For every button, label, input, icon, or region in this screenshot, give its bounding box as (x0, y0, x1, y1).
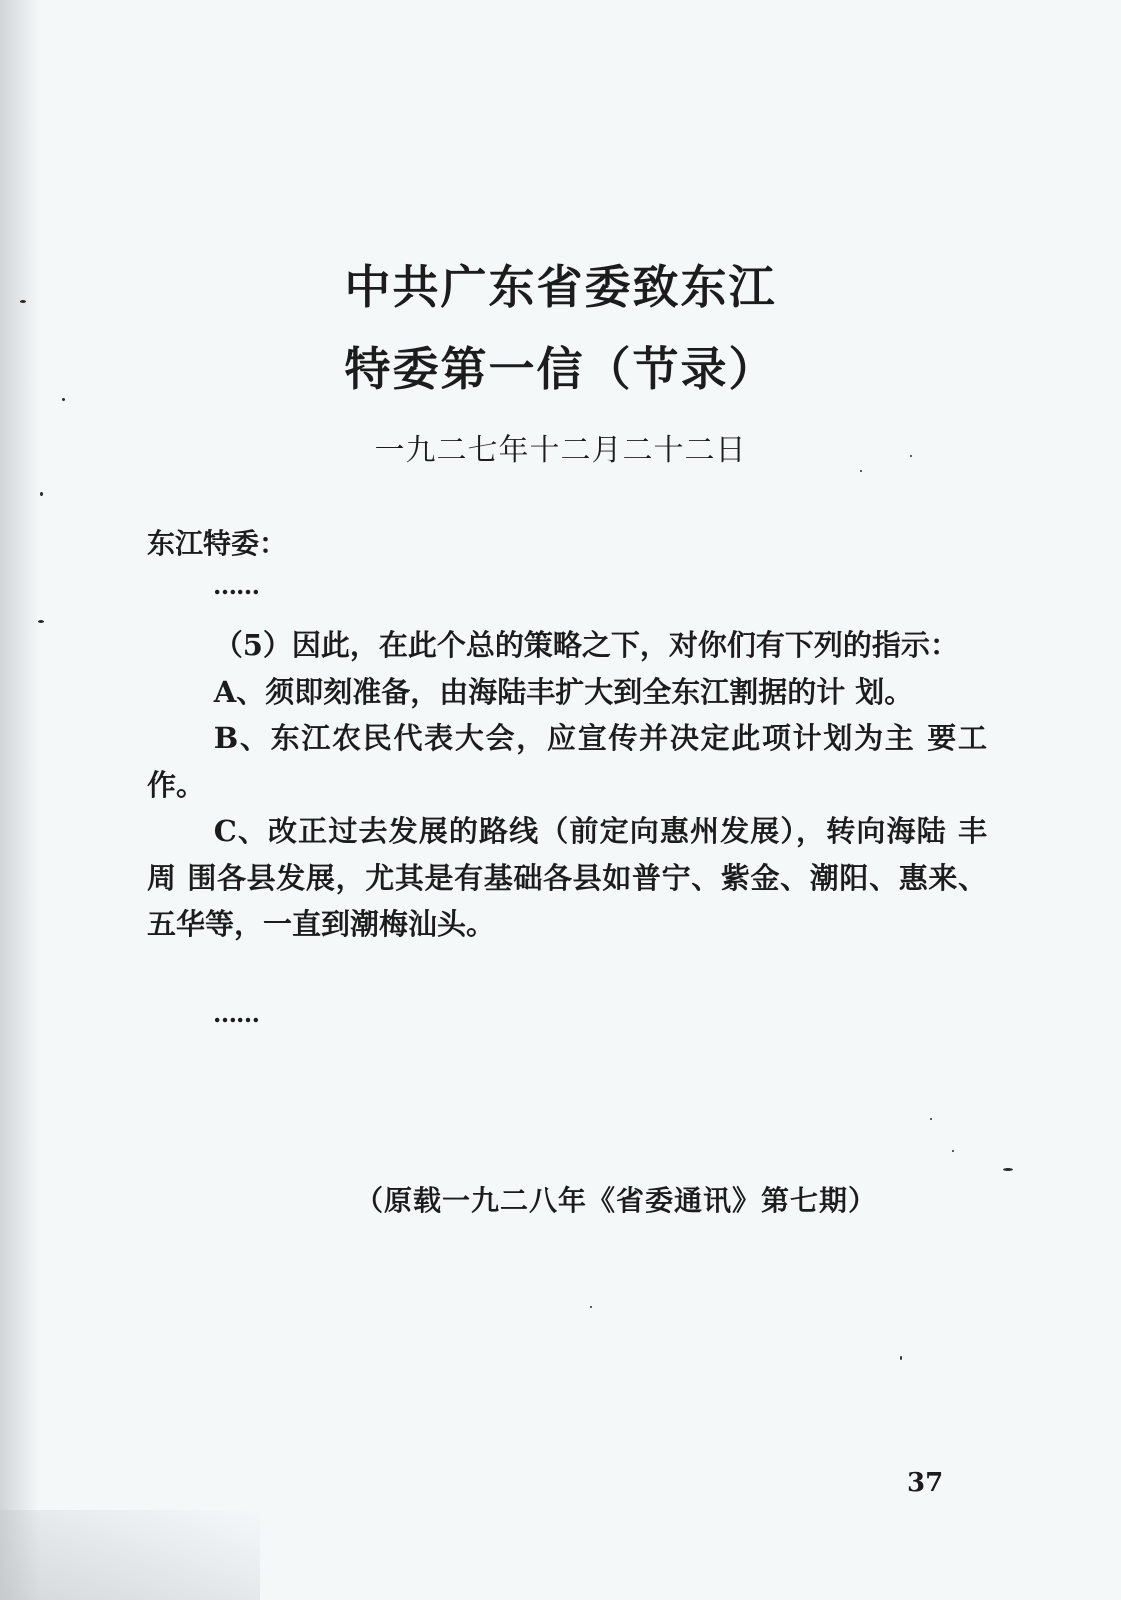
document-body (147, 622, 987, 948)
document-date: 一九二七年十二月二十二日 (374, 433, 747, 468)
omission-mark-bottom: …… (213, 999, 259, 1028)
scan-edge-shadow (0, 0, 40, 1600)
document-title-line-2: 特委第一信（节录） (344, 342, 777, 396)
paragraph-item-a: A、须即刻准备，由海陆丰扩大到全东江割据的计 划。 (213, 674, 914, 709)
paragraph-item-b: B、东江农民代表大会，应宣传并决定此项计划为主 要工作。 (147, 721, 987, 802)
scan-speck (38, 620, 44, 623)
document-title-line-1: 中共广东省委致东江 (344, 260, 777, 314)
scan-speck (62, 398, 65, 401)
page-number: 37 (907, 1468, 944, 1498)
scan-speck (1003, 1168, 1013, 1171)
omission-mark-top: …… (213, 571, 259, 600)
paragraph-instructions-intro: （5）因此，在此个总的策略之下，对你们有下列的指示： (213, 628, 959, 662)
scan-speck (930, 1118, 932, 1120)
scan-speck (860, 470, 862, 472)
salutation: 东江特委： (147, 527, 288, 560)
scan-speck (900, 1356, 902, 1360)
scan-speck (590, 1306, 592, 1308)
scan-speck (952, 1150, 954, 1152)
paragraph-item-c: C、改正过去发展的路线（前定向惠州发展），转向海陆 丰 周 围各县发展，尤其是有基础各县如普宁、紫金、潮阳、惠来、五华等，一直到潮梅汕头。 (147, 814, 987, 941)
source-note: （原载一九二八年《省委通讯》第七期） (355, 1184, 878, 1217)
scan-speck (40, 492, 43, 496)
scan-corner-shadow (0, 1510, 260, 1600)
